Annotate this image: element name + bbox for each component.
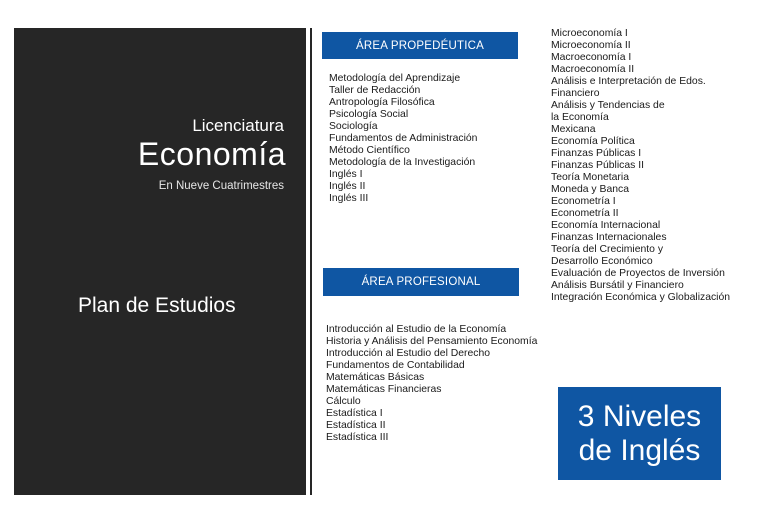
subject-item: Metodología de la Investigación	[329, 157, 476, 168]
subject-item: Análisis e Interpretación de Edos.	[551, 76, 706, 87]
area-propedeutica-label: ÁREA PROPEDÉUTICA	[322, 32, 518, 59]
subject-item: Desarrollo Económico	[551, 256, 653, 267]
profesional-list-continued	[551, 28, 730, 304]
subject-item: Evaluación de Proyectos de Inversión	[551, 268, 725, 279]
subject-item: Metodología del Aprendizaje	[329, 73, 461, 84]
subject-item: Finanzas Públicas II	[551, 160, 644, 171]
subject-item: Finanzas Públicas I	[551, 148, 642, 159]
subject-item: Fundamentos de Contabilidad	[326, 360, 465, 371]
program-duration: En Nueve Cuatrimestres	[158, 180, 284, 192]
subject-item: la Economía	[551, 112, 609, 123]
subject-item: Antropología Filosófica	[329, 97, 435, 108]
subject-item: Economía Política	[551, 136, 635, 147]
divider	[310, 28, 312, 495]
subject-item: Macroeconomía II	[551, 64, 635, 75]
subject-item: Estadística III	[326, 432, 389, 443]
degree-type: Licenciatura	[192, 116, 284, 135]
program-panel	[14, 28, 306, 495]
subject-item: Matemáticas Financieras	[326, 384, 442, 395]
profesional-list	[326, 324, 537, 444]
subject-item: Econometría I	[551, 196, 616, 207]
subject-item: Introducción al Estudio de la Economía	[326, 324, 507, 335]
subject-item: Teoría Monetaria	[551, 172, 629, 183]
subject-item: Finanzas Internacionales	[551, 232, 667, 243]
subject-item: Análisis Bursátil y Financiero	[551, 280, 684, 291]
subject-item: Psicología Social	[329, 109, 409, 120]
subject-item: Inglés II	[329, 181, 366, 192]
subject-item: Introducción al Estudio del Derecho	[326, 348, 491, 359]
subject-item: Moneda y Banca	[551, 184, 629, 195]
area-profesional-label: ÁREA PROFESIONAL	[323, 268, 519, 296]
english-levels-badge	[558, 387, 721, 480]
propedeutica-list	[329, 73, 477, 205]
subject-item: Cálculo	[326, 396, 361, 407]
badge-line-1: 3 Niveles	[577, 399, 702, 433]
subject-item: Estadística I	[326, 408, 383, 419]
subject-item: Taller de Redacción	[329, 85, 421, 96]
subject-item: Microeconomía II	[551, 40, 631, 51]
subject-item: Análisis y Tendencias de	[551, 100, 665, 111]
subject-item: Matemáticas Básicas	[326, 372, 425, 383]
subject-item: Fundamentos de Administración	[329, 133, 478, 144]
subject-item: Inglés III	[329, 193, 369, 204]
program-title: Economía	[137, 136, 286, 172]
subject-item: Sociología	[329, 121, 378, 132]
subject-item: Econometría II	[551, 208, 619, 219]
subject-item: Microeconomía I	[551, 28, 628, 39]
plan-heading: Plan de Estudios	[78, 294, 236, 317]
subject-item: Historia y Análisis del Pensamiento Economía	[326, 336, 538, 347]
subject-item: Método Científico	[329, 145, 410, 156]
subject-item: Integración Económica y Globalización	[551, 292, 731, 303]
subject-item: Mexicana	[551, 124, 596, 135]
badge-line-2: de Inglés	[578, 433, 701, 467]
subject-item: Financiero	[551, 88, 600, 99]
subject-item: Teoría del Crecimiento y	[551, 244, 664, 255]
subject-item: Estadística II	[326, 420, 386, 431]
subject-item: Macroeconomía I	[551, 52, 632, 63]
subject-item: Inglés I	[329, 169, 363, 180]
subject-item: Economía Internacional	[551, 220, 661, 231]
